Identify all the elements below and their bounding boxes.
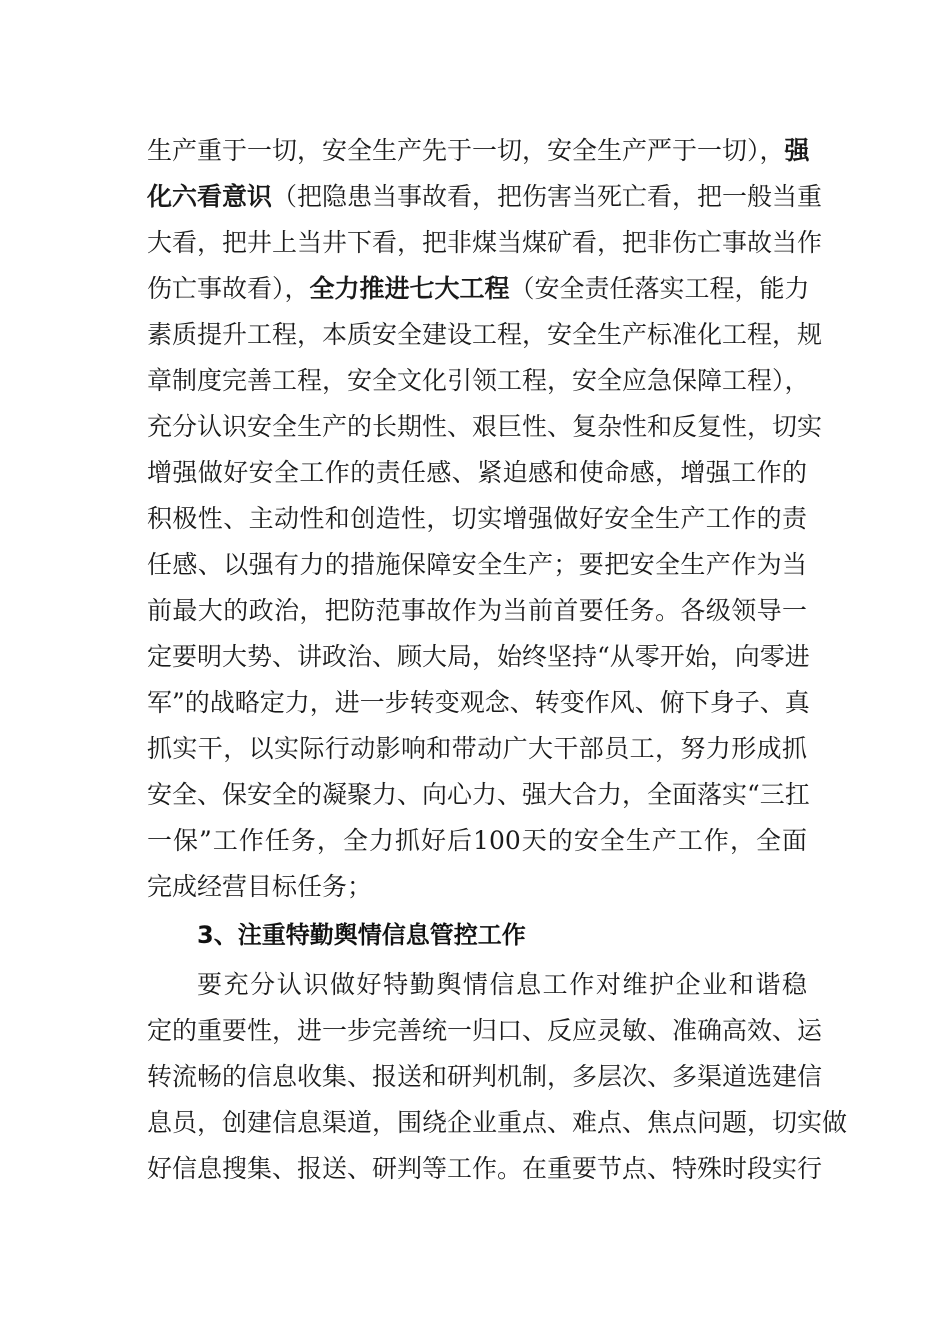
text-run: 章制度完善工程，安全文化引领工程，安全应急保障工程）， xyxy=(147,366,810,395)
paragraph-line xyxy=(147,174,823,220)
bold-text-run: 强 xyxy=(784,136,810,165)
paragraph-line xyxy=(147,726,807,772)
paragraph-line xyxy=(147,128,810,174)
text-run: 生产重于一切，安全生产先于一切，安全生产严于一切）， xyxy=(147,136,785,165)
paragraph-line xyxy=(147,588,807,634)
text-run: 好信息搜集、报送、研判等工作。在重要节点、特殊时段实行 xyxy=(147,1154,823,1183)
text-run: （把隐患当事故看，把伤害当死亡看，把一般当重 xyxy=(272,182,823,211)
paragraph-line xyxy=(147,1054,823,1100)
text-run: 积极性、主动性和创造性，切实增强做好安全生产工作的责 xyxy=(147,504,807,533)
text-run: 素质提升工程，本质安全建设工程，安全生产标准化工程，规 xyxy=(147,320,823,349)
bold-text-run: 化六看意识 xyxy=(147,182,273,211)
text-run: 增强做好安全工作的责任感、紧迫感和使命感，增强工作的 xyxy=(147,458,807,487)
text-run: 大看，把井上当井下看，把非煤当煤矿看，把非伤亡事故当作 xyxy=(147,228,823,257)
bold-text-run: 全力推进七大工程 xyxy=(309,274,510,303)
text-run: 一保”工作任务，全力抓好后100天的安全生产工作，全面 xyxy=(147,826,807,855)
text-run: 抓实干，以实际行动影响和带动广大干部员工，努力形成抓 xyxy=(147,734,807,763)
paragraph-line xyxy=(147,404,823,450)
text-run: 定要明大势、讲政治、顾大局，始终坚持“从零开始，向零进 xyxy=(147,642,810,671)
paragraph-line xyxy=(147,772,810,818)
text-run: 充分认识安全生产的长期性、艰巨性、复杂性和反复性，切实 xyxy=(147,412,823,441)
text-run: 要充分认识做好特勤舆情信息工作对维护企业和谐稳 xyxy=(197,970,807,999)
text-run: 转流畅的信息收集、报送和研判机制，多层次、多渠道选建信 xyxy=(147,1062,823,1091)
text-run: 任感、以强有力的措施保障安全生产；要把安全生产作为当 xyxy=(147,550,807,579)
text-run: 军”的战略定力，进一步转变观念、转变作风、俯下身子、真 xyxy=(147,688,810,717)
paragraph-line xyxy=(147,312,823,358)
text-run: 前最大的政治，把防范事故作为当前首要任务。各级领导一 xyxy=(147,596,807,625)
paragraph-line xyxy=(147,634,810,680)
paragraph-line xyxy=(147,266,810,312)
paragraph-line xyxy=(147,864,807,910)
text-run: 定的重要性，进一步完善统一归口、反应灵敏、准确高效、运 xyxy=(147,1016,823,1045)
paragraph-line xyxy=(197,962,807,1008)
paragraph-line xyxy=(147,542,807,588)
text-run: 完成经营目标任务； xyxy=(147,872,373,901)
text-run: 伤亡事故看）， xyxy=(147,274,310,303)
paragraph-line xyxy=(147,450,807,496)
paragraph-line xyxy=(147,1008,823,1054)
text-run: （安全责任落实工程，能力 xyxy=(509,274,810,303)
paragraph-line xyxy=(147,496,807,542)
paragraph-line xyxy=(147,220,823,266)
paragraph-line xyxy=(147,358,810,404)
paragraph-line xyxy=(147,1146,823,1192)
section-heading: 3、注重特勤舆情信息管控工作 xyxy=(197,921,526,949)
paragraph-line xyxy=(147,680,810,726)
text-run: 安全、保安全的凝聚力、向心力、强大合力，全面落实“三扛 xyxy=(147,780,810,809)
text-run: 息员，创建信息渠道，围绕企业重点、难点、焦点问题，切实做 xyxy=(147,1108,848,1137)
paragraph-line xyxy=(147,1100,848,1146)
paragraph-line xyxy=(147,818,807,864)
